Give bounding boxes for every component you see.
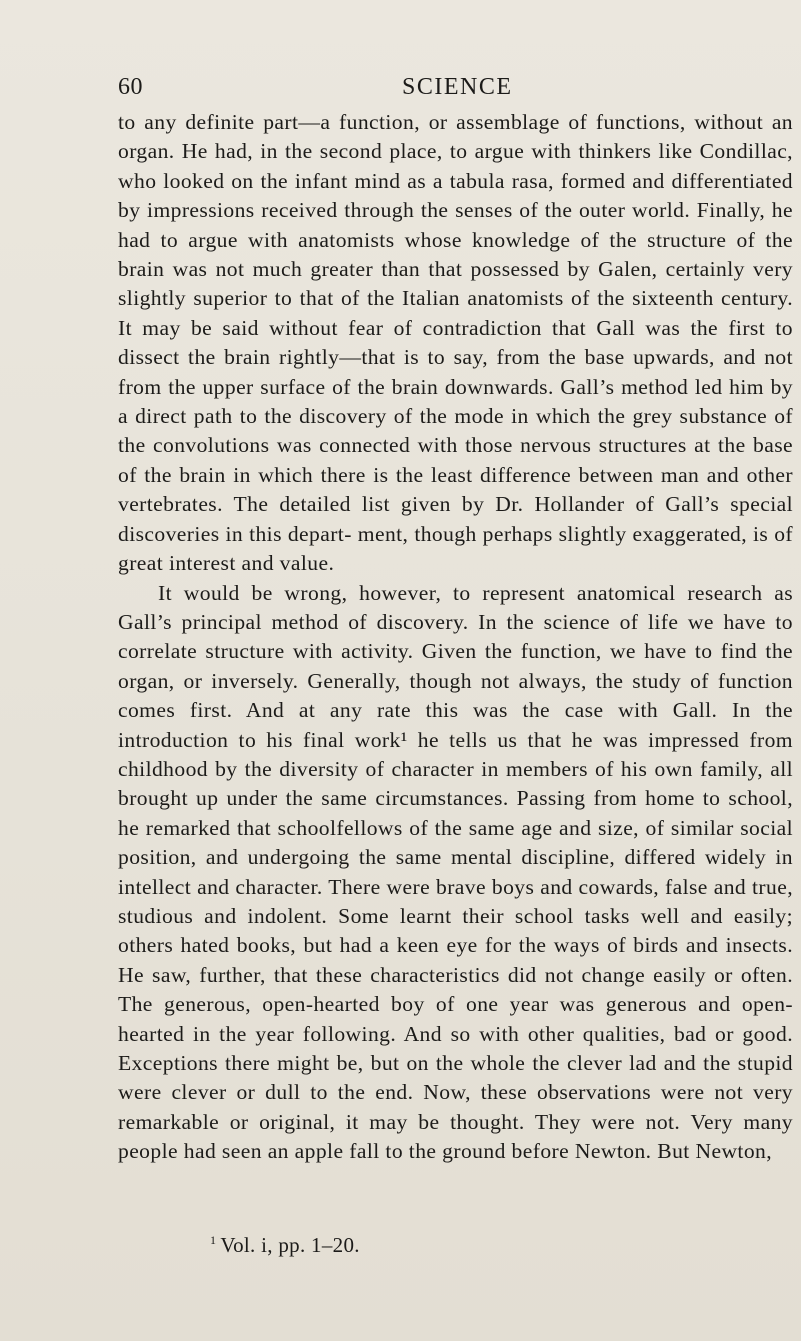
page-number: 60 xyxy=(118,74,143,100)
footnote xyxy=(210,1233,360,1258)
footnote-marker: 1 xyxy=(210,1233,217,1247)
paragraph-anatomical-research: It would be wrong, however, to represent anatomical research as Gall’s principal method of discovery. In the science of life we have to correlate structure with activity. Given the function, we have to find the organ, or inversely. Generally, though not always, the study of function comes first. And at any rate this was the case with Gall. In the introduction to his final work¹ he tells us that he was impressed from childhood by the diversity of character in members of his own family, all brought up under the same circumstances. Passing from home to school, he remarked that schoolfellows of the same age and size, of similar social position, and undergoing the same mental discipline, differed widely in intellect and character. There were brave boys and cowards, false and true, studious and indolent. Some learnt their school tasks well and easily; others hated books, but had a keen eye for the ways of birds and insects. He saw, further, that these characteristics did not change easily or often. The generous, open-hearted boy of one year was generous and open-hearted in the year following. And so with other qualities, bad or good. Exceptions there might be, but on the whole the clever lad and the stupid were clever or dull to the end. Now, these observations were not very remarkable or original, it may be thought. They were not. Very many people had seen an apple fall to the ground before Newton. But Newton, xyxy=(118,580,793,1164)
running-title: SCIENCE xyxy=(402,74,513,100)
page-header xyxy=(118,74,793,104)
paragraph-continuation: to any definite part—a function, or assemblage of functions, without an organ. He had, in the second place, to argue with thinkers like Condillac, who looked on the infant mind as a tabula rasa, formed and differentiated by impressions received through the senses of the outer world. Finally, he had to argue with anatomists whose knowledge of the structure of the brain was not much greater than that possessed by Galen, certainly very slightly superior to that of the Italian anatomists of the sixteenth century. It may be said without fear of contradiction that Gall was the first to dissect the brain rightly—that is to say, from the base upwards, and not from the upper surface of the brain downwards. Gall’s method led him by a direct path to the discovery of the mode in which the grey substance of the convolutions was connected with those nervous structures at the base of the brain in which there is the least difference between man and other vertebrates. The detailed list given by Dr. Hollander of Gall’s special discoveries in this depart- ment, though perhaps slightly exaggerated, is of great interest and value. xyxy=(118,110,793,576)
footnote-text: Vol. i, pp. 1–20. xyxy=(220,1233,360,1257)
body-text xyxy=(118,108,793,1167)
